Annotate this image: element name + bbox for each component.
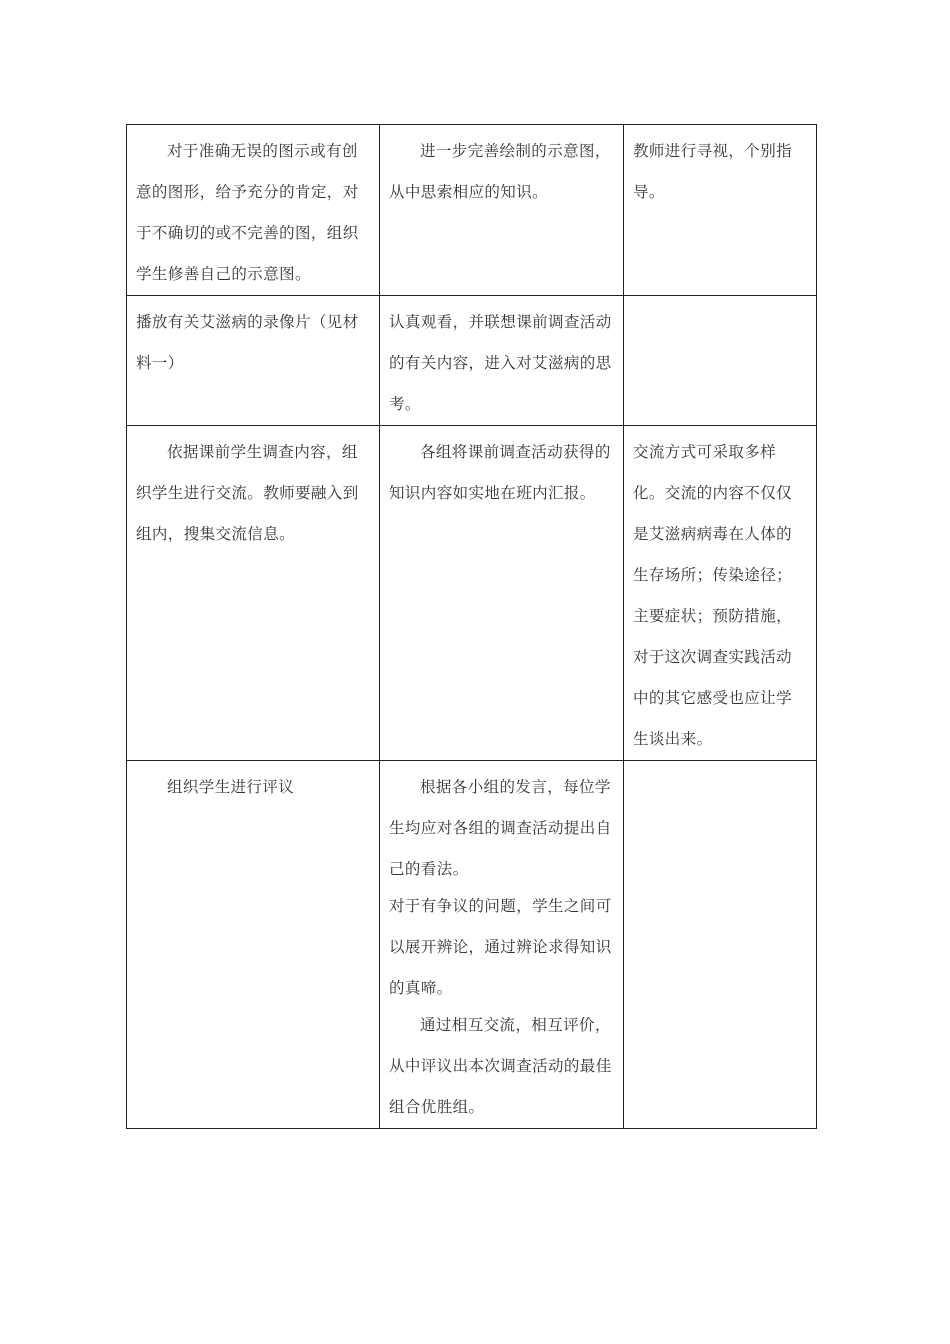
teacher-activity-cell — [127, 761, 380, 1129]
table-row — [127, 761, 817, 1129]
student-activity-cell — [380, 761, 624, 1129]
teacher-activity-cell — [127, 125, 380, 296]
teacher-activity-cell — [127, 426, 380, 761]
cell-text: 对于有争议的问题，学生之间可以展开辨论，通过辨论求得知识的真啼。 — [389, 897, 612, 997]
cell-text: 依据课前学生调查内容，组织学生进行交流。教师要融入到组内，搜集交流信息。 — [136, 443, 359, 543]
student-activity-cell — [380, 125, 624, 296]
cell-text: 进一步完善绘制的示意图，从中思索相应的知识。 — [389, 142, 611, 201]
student-activity-cell — [380, 426, 624, 761]
table-row — [127, 426, 817, 761]
cell-text: 对于准确无误的图示或有创意的图形，给予充分的肯定，对于不确切的或不完善的图，组织学生修善自己的示意图。 — [136, 142, 359, 283]
cell-text: 播放有关艾滋病的录像片（见材料一） — [136, 313, 359, 372]
lesson-plan-table — [126, 124, 817, 1129]
cell-text: 组织学生进行评议 — [167, 778, 295, 796]
cell-text: 交流方式可采取多样化。交流的内容不仅仅是艾滋病病毒在人体的生存场所；传染途径；主要症状；预防措施，对于这次调查实践活动中的其它感受也应让学生谈出来。 — [633, 443, 793, 748]
notes-cell — [624, 296, 817, 426]
teacher-activity-cell — [127, 296, 380, 426]
cell-text: 认真观看，并联想课前调查活动的有关内容，进入对艾滋病的思考。 — [389, 313, 612, 413]
cell-text: 各组将课前调查活动获得的知识内容如实地在班内汇报。 — [389, 443, 611, 502]
cell-text: 根据各小组的发言，每位学生均应对各组的调查活动提出自己的看法。 — [389, 778, 612, 878]
cell-text: 教师进行寻视，个别指导。 — [633, 142, 793, 201]
notes-cell — [624, 125, 817, 296]
table-row — [127, 125, 817, 296]
notes-cell — [624, 761, 817, 1129]
cell-text: 通过相互交流，相互评价，从中评议出本次调查活动的最佳组合优胜组。 — [389, 1016, 612, 1116]
student-activity-cell — [380, 296, 624, 426]
table-row — [127, 296, 817, 426]
notes-cell — [624, 426, 817, 761]
